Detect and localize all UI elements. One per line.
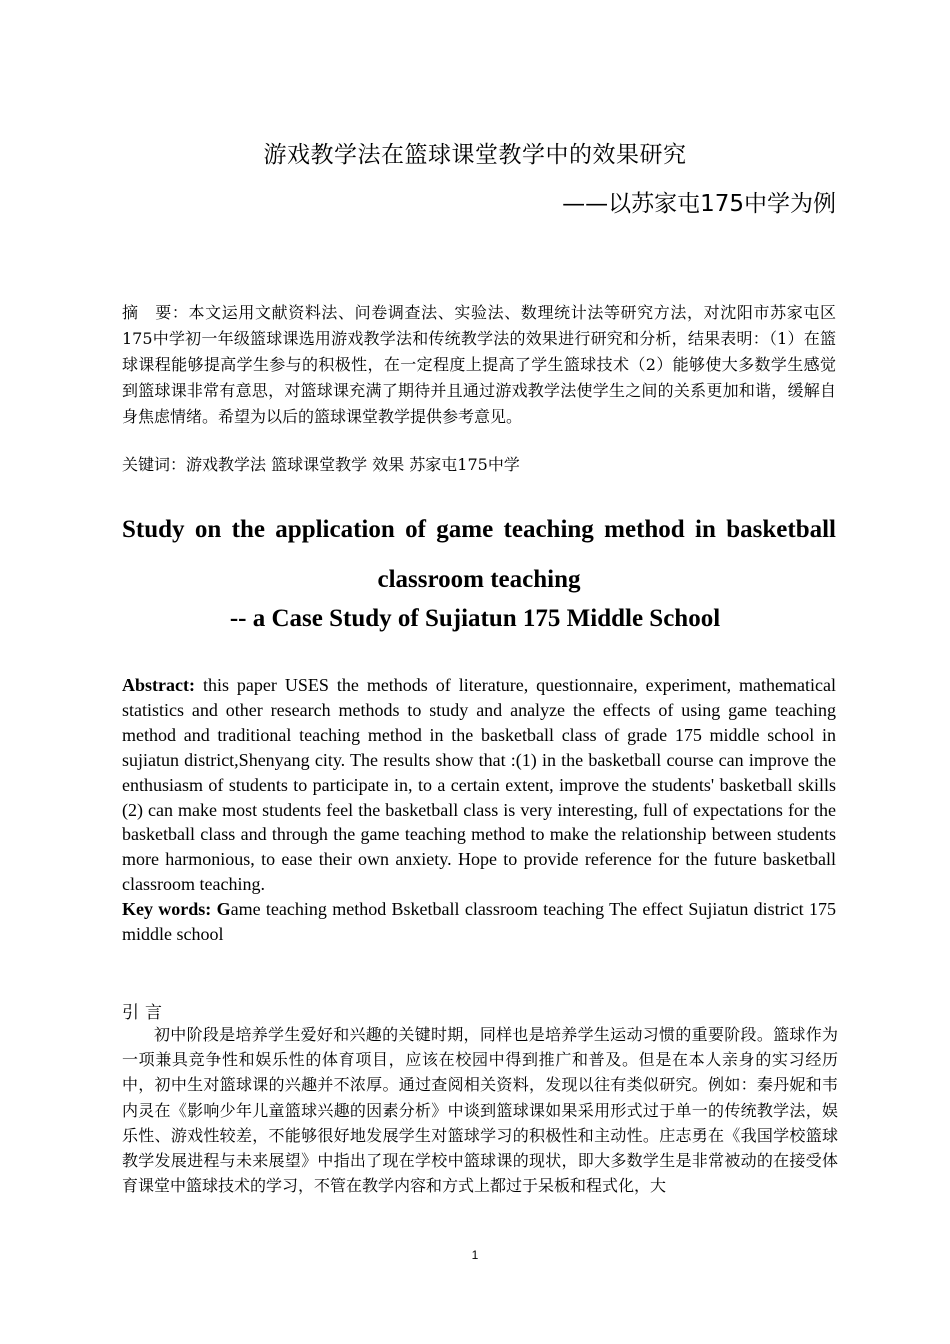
chinese-keywords (122, 452, 836, 478)
chinese-keywords-label: 关键词： (122, 455, 187, 474)
english-title-line-2: classroom teaching (377, 566, 581, 593)
chinese-subtitle: ——以苏家屯175中学为例 (562, 191, 836, 217)
chinese-abstract-text: 本文运用文献资料法、问卷调查法、实验法、数理统计法等研究方法，对沈阳市苏家屯区175中学初一年级篮球课选用游戏教学法和传统教学法的效果进行研究和分析，结果表明：（1）在篮球课程能够提高学生参与的积极性，在一定程度上提高了学生篮球技术（2）能够使大多数学生感觉到篮球课非常有意思，对篮球课充满了期待并且通过游戏教学法使学生之间的关系更加和谐，缓解自身焦虑情绪。希望为以后的篮球课堂教学提供参考意见。 (122, 303, 836, 426)
introduction-heading: 引言 (122, 1003, 168, 1023)
english-title-line-1: Study on the application of game teaching method in basketball (122, 516, 836, 543)
chinese-abstract-label: 摘 要： (122, 303, 189, 322)
english-abstract-text: this paper USES the methods of literature, questionnaire, experiment, mathematical statistics and other research methods to study and analyze the effects of using game teaching method and traditional teaching method in the basketball class of grade 175 middle school in sujiatun district,Shenyang city. The results show that :(1) in the basketball course can improve the enthusiasm of students to participate in, to a certain extent, improve the students' basketball skills (2) can make most students feel the basketball class is very interesting, full of expectations for the basketball class and through the game teaching method to make the relationship between students more harmonious, to ease their own anxiety. Hope to provide reference for the future basketball classroom teaching. (122, 675, 836, 895)
chinese-keywords-text: 游戏教学法 篮球课堂教学 效果 苏家屯175中学 (186, 455, 520, 474)
introduction-paragraph: 初中阶段是培养学生爱好和兴趣的关键时期，同样也是培养学生运动习惯的重要阶段。篮球作为一项兼具竞争性和娱乐性的体育项目，应该在校园中得到推广和普及。但是在本人亲身的实习经历中，初中生对篮球课的兴趣并不浓厚。通过查阅相关资料，发现以往有类似研究。例如：秦丹妮和韦内灵在《影响少年儿童篮球兴趣的因素分析》中谈到篮球课如果采用形式过于单一的传统教学法，娱乐性、游戏性较差，不能够很好地发展学生对篮球学习的积极性和主动性。庄志勇在《我国学校篮球教学发展进程与未来展望》中指出了现在学校中篮球课的现状，即大多数学生是非常被动的在接受体育课堂中篮球技术的学习，不管在教学内容和方式上都过于呆板和程式化，大 (122, 1025, 838, 1196)
english-title (122, 505, 836, 605)
english-subtitle: -- a Case Study of Sujiatun 175 Middle School (229, 605, 721, 632)
english-keywords-text: ame teaching method Bsketball classroom teaching The effect Sujiatun district 175 middle school (122, 899, 836, 944)
english-keywords-label: Key words: G (122, 899, 231, 919)
page-number: 1 (471, 1248, 479, 1262)
english-abstract (122, 673, 836, 897)
english-keywords (122, 897, 836, 947)
english-abstract-label: Abstract: (122, 675, 195, 695)
chinese-abstract (122, 300, 836, 430)
chinese-title: 游戏教学法在篮球课堂教学中的效果研究 (263, 142, 687, 168)
